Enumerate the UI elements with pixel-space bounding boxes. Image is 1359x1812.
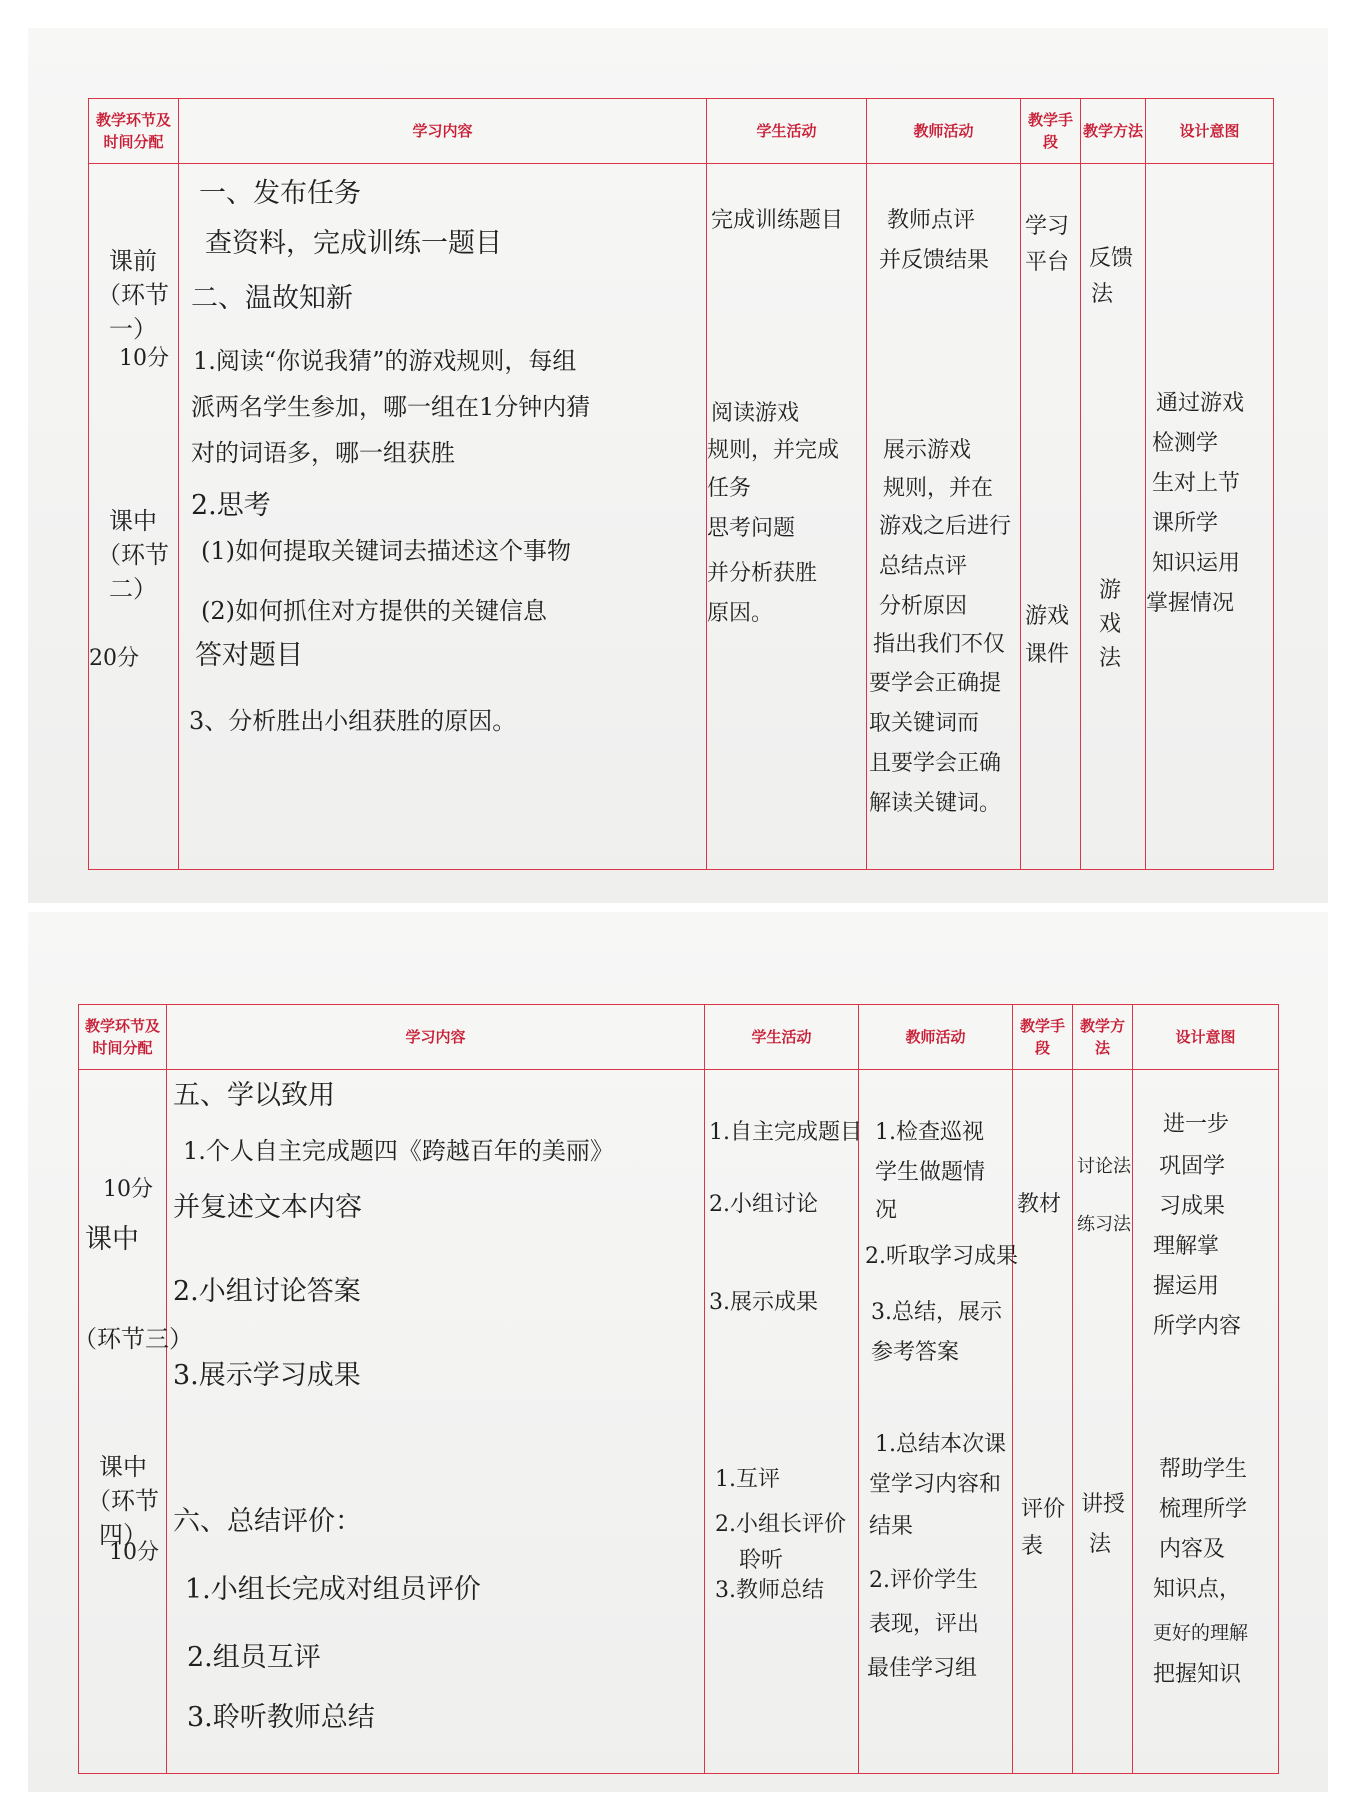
intent-line: 巩固学	[1159, 1154, 1226, 1179]
intent-line: 通过游戏	[1156, 391, 1245, 416]
intent-cell	[1133, 1070, 1279, 1774]
header-method: 教学方法	[1081, 99, 1146, 164]
header-student: 学生活动	[707, 99, 867, 164]
teacher-line: 3.总结，展示	[871, 1300, 1002, 1325]
teacher-line: 总结点评	[879, 554, 968, 579]
teacher-line: 游戏之后进行	[879, 514, 1012, 539]
teacher-line: 2.听取学习成果	[865, 1244, 1018, 1269]
content-line: 查资料，完成训练一题目	[205, 228, 502, 259]
content-line: (1)如何提取关键词去描述这个事物	[201, 537, 571, 565]
teacher-line: 表现，评出	[869, 1612, 980, 1637]
student-cell	[705, 1070, 862, 1774]
intent-line: 所学内容	[1153, 1314, 1242, 1339]
intent-line: 课所学	[1152, 511, 1219, 536]
method-cell	[1073, 1070, 1133, 1774]
student-line: 2.小组长评价	[715, 1512, 846, 1537]
means-line: 课件	[1025, 642, 1070, 667]
student-line: 3.教师总结	[715, 1578, 824, 1603]
method-line: 法	[1091, 282, 1114, 307]
student-line: 任务	[707, 476, 752, 501]
photo-page-1	[28, 28, 1328, 903]
content-line: 答对题目	[195, 640, 303, 671]
stage-a-label: 课前（环节一）	[97, 247, 169, 343]
teacher-line: 1.总结本次课	[875, 1432, 1006, 1457]
student-a-text: 完成训练题目	[711, 208, 844, 233]
means-line: 表	[1021, 1534, 1044, 1559]
content-cell	[179, 164, 707, 870]
student-line: 1.自主完成题目	[709, 1120, 862, 1145]
stage-b-time: 10分	[109, 1540, 159, 1565]
student-line: 原因。	[707, 601, 774, 626]
content-line: (2)如何抓住对方提供的关键信息	[201, 597, 547, 625]
header-stage: 教学环节及时间分配	[79, 1005, 167, 1070]
student-cell	[707, 164, 867, 870]
means-a-text: 教材	[1017, 1192, 1062, 1217]
header-intent: 设计意图	[1146, 99, 1274, 164]
intent-line: 习成果	[1159, 1194, 1226, 1219]
method-line: 反馈	[1089, 246, 1134, 271]
intent-line: 握运用	[1153, 1274, 1220, 1299]
teacher-cell	[859, 1070, 1018, 1774]
content-line: 3.聆听教师总结	[187, 1702, 375, 1733]
student-line: 并分析获胜	[707, 561, 818, 586]
content-line: 派两名学生参加，哪一组在1分钟内猜	[191, 393, 591, 421]
content-line: 一、发布任务	[199, 178, 361, 209]
stage-b-label: 课中（环节二）	[97, 507, 169, 603]
teacher-line: 教师点评	[887, 208, 976, 233]
intent-line: 进一步	[1163, 1112, 1230, 1137]
content-line: 2.思考	[191, 490, 271, 521]
means-line: 平台	[1025, 250, 1070, 275]
method-line: 游	[1099, 578, 1122, 603]
header-intent: 设计意图	[1133, 1005, 1279, 1070]
content-line: 2.小组讨论答案	[173, 1276, 361, 1307]
header-content: 学习内容	[167, 1005, 705, 1070]
lesson-plan-table-2	[73, 1004, 1279, 1774]
means-line: 游戏	[1025, 604, 1070, 629]
method-line: 讨论法	[1077, 1156, 1131, 1177]
teacher-cell	[867, 164, 1021, 870]
teacher-line: 最佳学习组	[867, 1656, 978, 1681]
teacher-line: 分析原因	[879, 594, 968, 619]
student-line: 1.互评	[715, 1467, 780, 1492]
intent-line: 更好的理解	[1153, 1622, 1249, 1644]
content-cell	[167, 1070, 705, 1774]
photo-page-2	[28, 912, 1328, 1792]
means-line: 学习	[1025, 214, 1070, 239]
intent-line: 生对上节	[1152, 471, 1241, 496]
content-line: 二、温故知新	[191, 283, 353, 314]
header-teacher: 教师活动	[867, 99, 1021, 164]
intent-line: 把握知识	[1153, 1662, 1242, 1687]
content-line: 1.小组长完成对组员评价	[185, 1574, 481, 1605]
stage-b-time: 20分	[89, 646, 139, 671]
intent-cell	[1146, 164, 1274, 870]
teacher-line: 1.检查巡视	[875, 1120, 984, 1145]
header-teacher: 教师活动	[859, 1005, 1013, 1070]
teacher-line: 展示游戏	[883, 438, 972, 463]
intent-line: 检测学	[1152, 431, 1219, 456]
stage-cell	[73, 1070, 193, 1774]
header-student: 学生活动	[705, 1005, 859, 1070]
method-cell	[1081, 164, 1146, 870]
intent-line: 梳理所学	[1159, 1497, 1248, 1522]
content-line: 并复述文本内容	[173, 1192, 362, 1223]
student-line: 思考问题	[707, 516, 796, 541]
header-means: 教学手段	[1013, 1005, 1073, 1070]
teacher-line: 且要学会正确	[869, 751, 1002, 776]
intent-line: 知识运用	[1152, 551, 1241, 576]
teacher-line: 况	[875, 1198, 898, 1223]
means-cell	[1021, 164, 1081, 870]
header-means: 教学手段	[1021, 99, 1081, 164]
method-line: 练习法	[1077, 1214, 1131, 1235]
stage-a-sub: （环节三）	[73, 1325, 193, 1353]
teacher-line: 并反馈结果	[879, 248, 990, 273]
content-line: 1.个人自主完成题四《跨越百年的美丽》	[183, 1137, 614, 1165]
intent-line: 理解掌	[1153, 1234, 1220, 1259]
student-line: 聆听	[739, 1548, 784, 1573]
means-cell	[1013, 1070, 1073, 1774]
header-stage: 教学环节及时间分配	[89, 99, 179, 164]
teacher-line: 参考答案	[871, 1340, 960, 1365]
content-line: 五、学以致用	[173, 1080, 335, 1111]
stage-a-time: 10分	[119, 346, 169, 371]
content-line: 3.展示学习成果	[173, 1360, 361, 1391]
student-line: 3.展示成果	[709, 1290, 818, 1315]
teacher-line: 堂学习内容和	[869, 1472, 1002, 1497]
lesson-plan-table-1	[88, 98, 1274, 870]
intent-line: 内容及	[1159, 1537, 1226, 1562]
content-line: 六、总结评价：	[173, 1506, 362, 1537]
teacher-line: 取关键词而	[869, 711, 980, 736]
content-line: 2.组员互评	[187, 1642, 321, 1673]
teacher-line: 解读关键词。	[869, 791, 1002, 816]
stage-b-label: 课中（环节四）	[87, 1453, 159, 1549]
header-content: 学习内容	[179, 99, 707, 164]
teacher-line: 要学会正确提	[869, 671, 1002, 696]
intent-line: 帮助学生	[1159, 1457, 1248, 1482]
student-line: 阅读游戏	[711, 401, 800, 426]
header-method: 教学方法	[1073, 1005, 1133, 1070]
teacher-line: 规则，并在	[883, 476, 994, 501]
method-line: 法	[1099, 646, 1122, 671]
stage-a-time: 10分	[103, 1177, 153, 1202]
method-line: 法	[1089, 1532, 1112, 1557]
student-line: 2.小组讨论	[709, 1192, 818, 1217]
intent-line: 掌握情况	[1146, 591, 1235, 616]
teacher-line: 2.评价学生	[869, 1568, 978, 1593]
content-line: 1.阅读“你说我猜”的游戏规则，每组	[193, 347, 577, 375]
method-line: 讲授	[1081, 1492, 1126, 1517]
content-line: 3、分析胜出小组获胜的原因。	[189, 707, 517, 735]
stage-cell	[89, 164, 179, 870]
student-line: 规则，并完成	[707, 438, 840, 463]
method-line: 戏	[1099, 612, 1122, 637]
content-line: 对的词语多，哪一组获胜	[191, 439, 455, 467]
teacher-line: 指出我们不仅	[873, 632, 1006, 657]
intent-line: 知识点，	[1153, 1577, 1242, 1602]
means-line: 评价	[1021, 1497, 1066, 1522]
teacher-line: 学生做题情	[875, 1160, 986, 1185]
stage-a-label: 课中	[85, 1224, 139, 1255]
teacher-line: 结果	[869, 1514, 914, 1539]
